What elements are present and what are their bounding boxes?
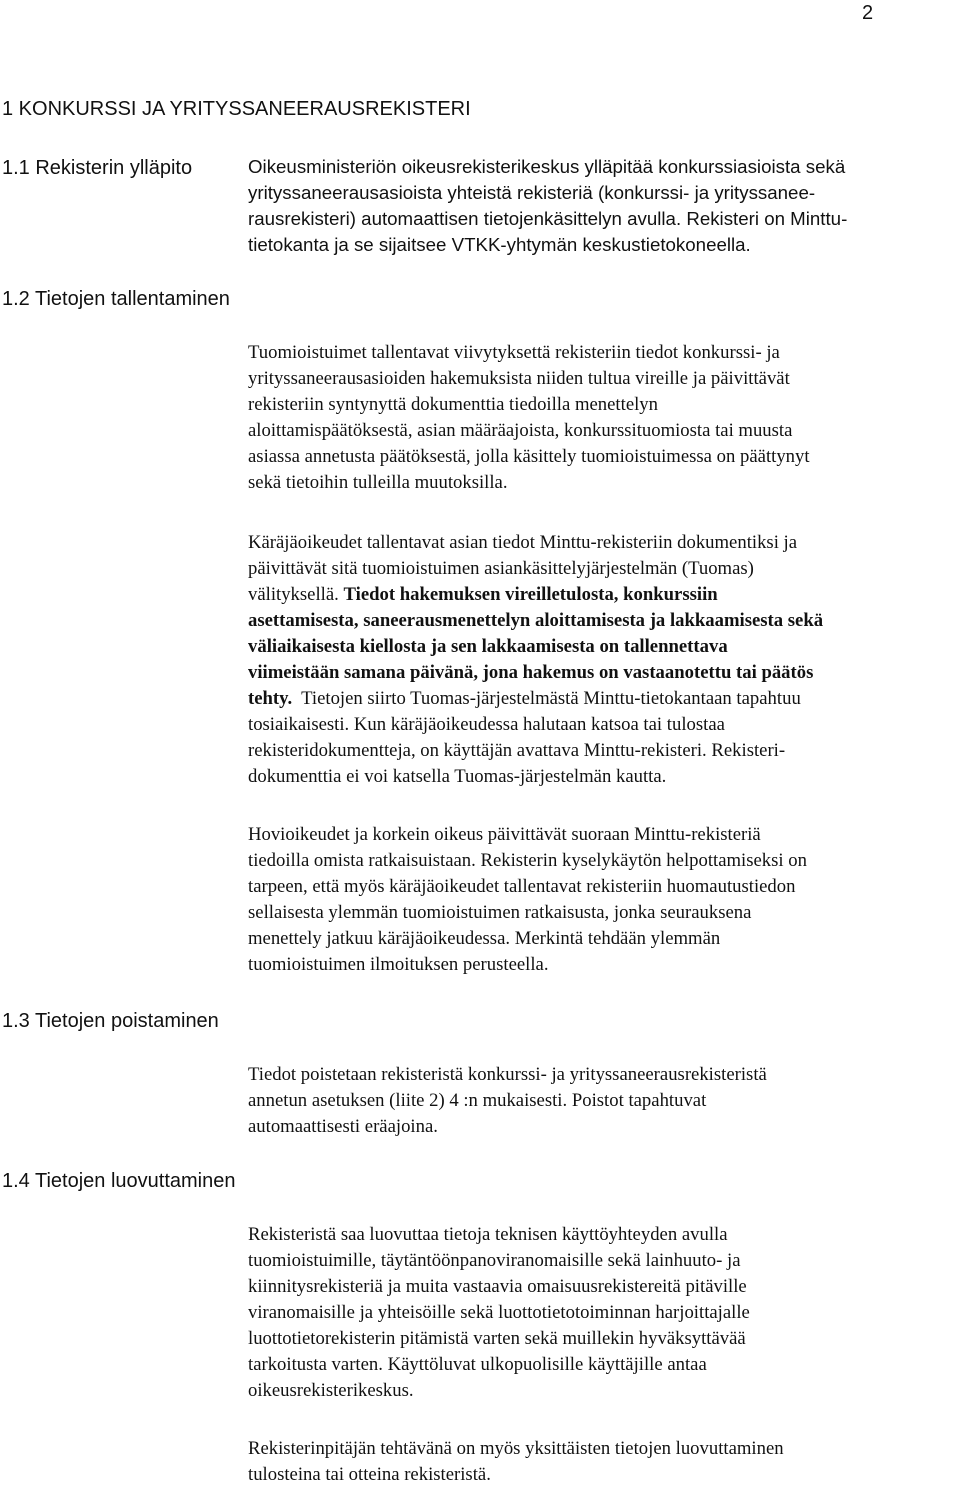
- text-line: tiedoilla omista ratkaisuistaan. Rekisterin kyselykäytön helpottamiseksi on: [248, 850, 807, 871]
- text-line: Oikeusministeriön oikeusrekisterikeskus ylläpitää konkurssiasioista sekä: [248, 156, 846, 177]
- text-line: tarpeen, että myös käräjäoikeudet tallentavat rekisteriin huomautustiedon: [248, 876, 796, 897]
- paragraph-poistaminen: [248, 1062, 960, 1140]
- section-heading-1-4: 1.4 Tietojen luovuttaminen: [2, 1170, 236, 1192]
- section-heading-1-1: 1.1 Rekisterin ylläpito: [2, 157, 193, 179]
- paragraph-luovuttaminen: [248, 1222, 960, 1404]
- text-line: Tuomioistuimet tallentavat viivytyksettä rekisteriin tiedot konkurssi- ja: [248, 342, 780, 363]
- text-line: rausrekisteri) automaattisen tietojenkäsittelyn avulla. Rekisteri on Minttu-: [248, 208, 848, 229]
- text-line: aloittamispäätöksestä, asian määräajoista, konkurssituomiosta tai muusta: [248, 420, 793, 441]
- bold-text: Tiedot hakemuksen vireilletulosta, konkurssiin: [343, 584, 718, 605]
- section-heading-1-3: 1.3 Tietojen poistaminen: [2, 1010, 219, 1032]
- text-line: luottotietorekisterin pitämistä varten sekä muillekin hyväksyttävää: [248, 1328, 746, 1349]
- text-line: sellaisesta ylemmän tuomioistuimen ratkaisusta, jonka seurauksena: [248, 902, 752, 923]
- section-heading-1-2: 1.2 Tietojen tallentaminen: [2, 288, 230, 310]
- text-line: viranomaisille ja yhteisöille sekä luottotietotoiminnan harjoittajalle: [248, 1302, 750, 1323]
- page-number: 2: [862, 2, 874, 24]
- text-line: tulosteina tai otteina rekisteristä.: [248, 1464, 491, 1485]
- main-heading: 1 KONKURSSI JA YRITYSSANEERAUSREKISTERI: [2, 98, 471, 120]
- plain-text: Tietojen siirto Tuomas-järjestelmästä Minttu-tietokantaan tapahtuu: [292, 688, 801, 709]
- text-line: Tiedot poistetaan rekisteristä konkurssi- ja yrityssaneerausrekisteristä: [248, 1064, 767, 1085]
- text-line: rekisteridokumentteja, on käyttäjän avattava Minttu-rekisteri. Rekisteri-: [248, 740, 786, 761]
- text-line: dokumenttia ei voi katsella Tuomas-järjestelmän kautta.: [248, 766, 667, 787]
- text-line: tuomioistuimen ilmoituksen perusteella.: [248, 954, 549, 975]
- text-line: Käräjäoikeudet tallentavat asian tiedot Minttu-rekisteriin dokumentiksi ja: [248, 532, 798, 553]
- text-line: Rekisteristä saa luovuttaa tietoja teknisen käyttöyhteyden avulla: [248, 1224, 728, 1245]
- text-line: [248, 634, 960, 660]
- text-line: asiassa annetusta päätöksestä, jolla käsittely tuomioistuimessa on päättynyt: [248, 446, 810, 467]
- text-line: annetun asetuksen (liite 2) 4 :n mukaisesti. Poistot tapahtuvat: [248, 1090, 707, 1111]
- bold-text: asettamisesta, saneerausmenettelyn aloittamisesta ja lakkaamisesta sekä: [248, 610, 824, 631]
- text-line: Rekisterinpitäjän tehtävänä on myös yksittäisten tietojen luovuttaminen: [248, 1438, 784, 1459]
- paragraph-karajaoikeudet: [248, 530, 960, 790]
- bold-text: tehty.: [248, 688, 293, 709]
- text-line: [248, 608, 960, 634]
- text-line: [248, 660, 960, 686]
- text-line: päivittävät sitä tuomioistuimen asiankäsittelyjärjestelmän (Tuomas): [248, 558, 754, 579]
- text-line: [248, 686, 960, 712]
- bold-text: viimeistään samana päivänä, jona hakemus on vastaanotettu tai päätös: [248, 662, 814, 683]
- text-line: yrityssaneerausasioista yhteistä rekisteriä (konkurssi- ja yrityssanee-: [248, 182, 816, 203]
- text-line: Hovioikeudet ja korkein oikeus päivittävät suoraan Minttu-rekisteriä: [248, 824, 761, 845]
- text-line: rekisteriin syntynyttä dokumenttia tiedoilla menettelyn: [248, 394, 658, 415]
- bold-text: väliaikaisesta kiellosta ja sen lakkaamisesta on tallennettava: [248, 636, 728, 657]
- text-line: automaattisesti eräajoina.: [248, 1116, 438, 1137]
- text-line: tuomioistuimille, täytäntöönpanoviranomaisille sekä lainhuuto- ja: [248, 1250, 741, 1271]
- text-line: kiinnitysrekisteriä ja muita vastaavia omaisuusrekistereitä pitäville: [248, 1276, 747, 1297]
- paragraph-rekisterin-yllapito: [248, 154, 960, 258]
- text-line: yrityssaneerausasioiden hakemuksista niiden tultua vireille ja päivittävät: [248, 368, 790, 389]
- paragraph-hovioikeudet: [248, 822, 960, 978]
- paragraph-rekisterinpitaja: [248, 1436, 960, 1488]
- text-line: sekä tietoihin tulleilla muutoksilla.: [248, 472, 508, 493]
- text-line: menettely jatkuu käräjäoikeudessa. Merkintä tehdään ylemmän: [248, 928, 721, 949]
- text-line: tosiaikaisesti. Kun käräjäoikeudessa halutaan katsoa tai tulostaa: [248, 714, 725, 735]
- text-line: oikeusrekisterikeskus.: [248, 1380, 414, 1401]
- text-line: tarkoitusta varten. Käyttöluvat ulkopuolisille käyttäjille antaa: [248, 1354, 707, 1375]
- paragraph-tuomioistuimet: [248, 340, 960, 496]
- plain-text: välityksellä.: [248, 584, 344, 605]
- text-line: tietokanta ja se sijaitsee VTKK-yhtymän keskustietokoneella.: [248, 234, 751, 255]
- text-line: [248, 582, 960, 608]
